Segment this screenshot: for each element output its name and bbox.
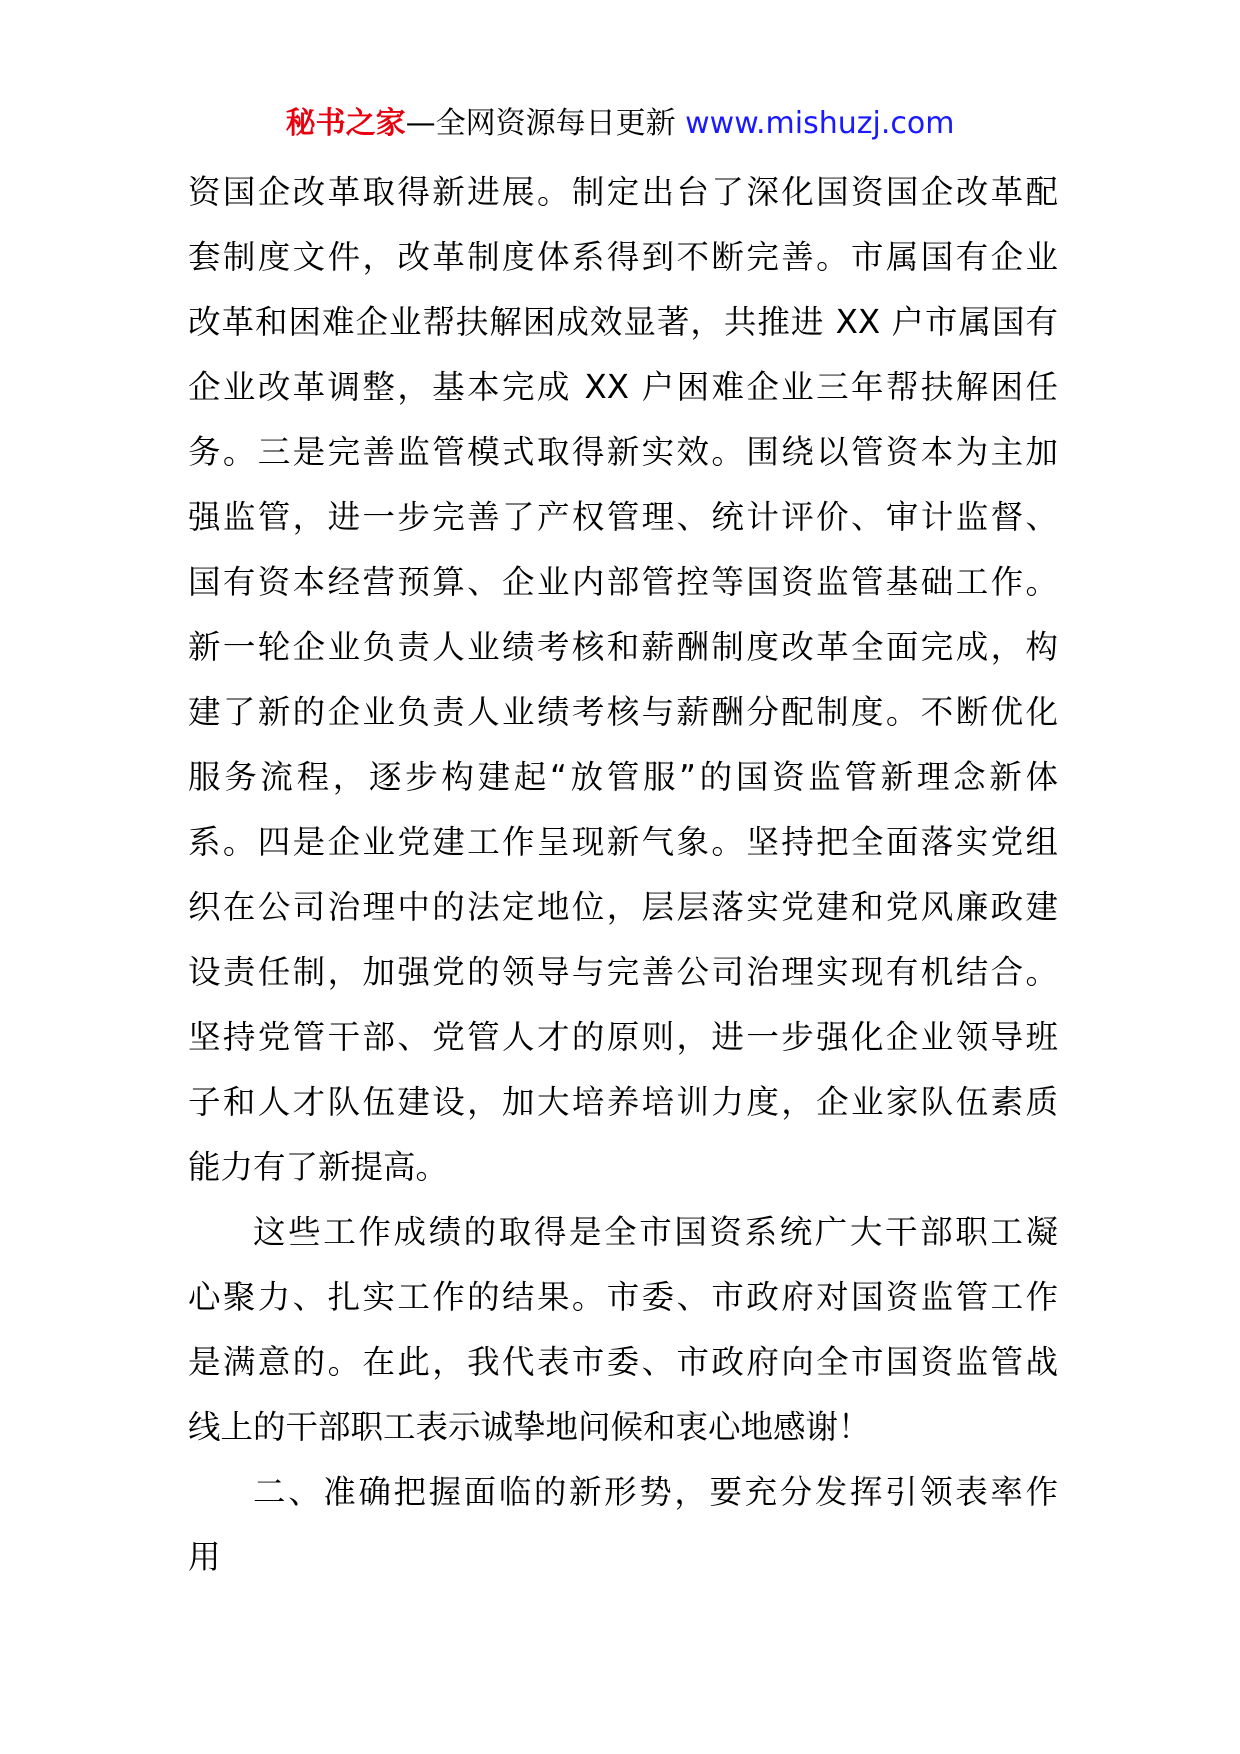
text-line: 心聚力、扎实工作的结果。市委、市政府对国资监管工作: [188, 1278, 1058, 1316]
brand-slogan: —全网资源每日更新: [405, 106, 686, 141]
document-body: [188, 160, 1058, 1590]
text-line: 服务流程，逐步构建起“放管服”的国资监管新理念新体: [188, 758, 1058, 796]
text-line: 坚持党管干部、党管人才的原则，进一步强化企业领导班: [188, 1018, 1058, 1056]
site-watermark-header: [0, 100, 1240, 148]
paragraph-thanks: [188, 1200, 1058, 1460]
site-url-link[interactable]: www.mishuzj.com: [685, 106, 955, 141]
text-line: 是满意的。在此，我代表市委、市政府向全市国资监管战: [188, 1343, 1058, 1381]
heading-line: 用: [188, 1538, 221, 1576]
text-line: 设责任制，加强党的领导与完善公司治理实现有机结合。: [188, 953, 1058, 991]
text-line: 建了新的企业负责人业绩考核与薪酬分配制度。不断优化: [188, 693, 1058, 731]
brand-name: 秘书之家: [285, 106, 406, 141]
text-line: 织在公司治理中的法定地位，层层落实党建和党风廉政建: [188, 888, 1058, 926]
text-line: 务。三是完善监管模式取得新实效。围绕以管资本为主加: [188, 433, 1058, 471]
text-line: 子和人才队伍建设，加大培养培训力度，企业家队伍素质: [188, 1083, 1058, 1121]
heading-line: 二、准确把握面临的新形势，要充分发挥引领表率作: [253, 1473, 1058, 1511]
text-line: 线上的干部职工表示诚挚地问候和衷心地感谢！: [188, 1408, 871, 1446]
text-line: 新一轮企业负责人业绩考核和薪酬制度改革全面完成，构: [188, 628, 1058, 666]
text-line: 强监管，进一步完善了产权管理、统计评价、审计监督、: [188, 498, 1058, 536]
text-line: 资国企改革取得新进展。制定出台了深化国资国企改革配: [188, 173, 1058, 211]
paragraph-achievements: [188, 160, 1058, 1200]
section-heading: [188, 1460, 1058, 1590]
text-line: 国有资本经营预算、企业内部管控等国资监管基础工作。: [188, 563, 1058, 601]
text-line: 企业改革调整，基本完成 XX 户困难企业三年帮扶解困任: [188, 368, 1058, 406]
text-line: 能力有了新提高。: [188, 1148, 449, 1186]
text-line: 改革和困难企业帮扶解困成效显著，共推进 XX 户市属国有: [188, 303, 1058, 341]
text-line: 这些工作成绩的取得是全市国资系统广大干部职工凝: [253, 1213, 1058, 1251]
text-line: 系。四是企业党建工作呈现新气象。坚持把全面落实党组: [188, 823, 1058, 861]
text-line: 套制度文件，改革制度体系得到不断完善。市属国有企业: [188, 238, 1058, 276]
